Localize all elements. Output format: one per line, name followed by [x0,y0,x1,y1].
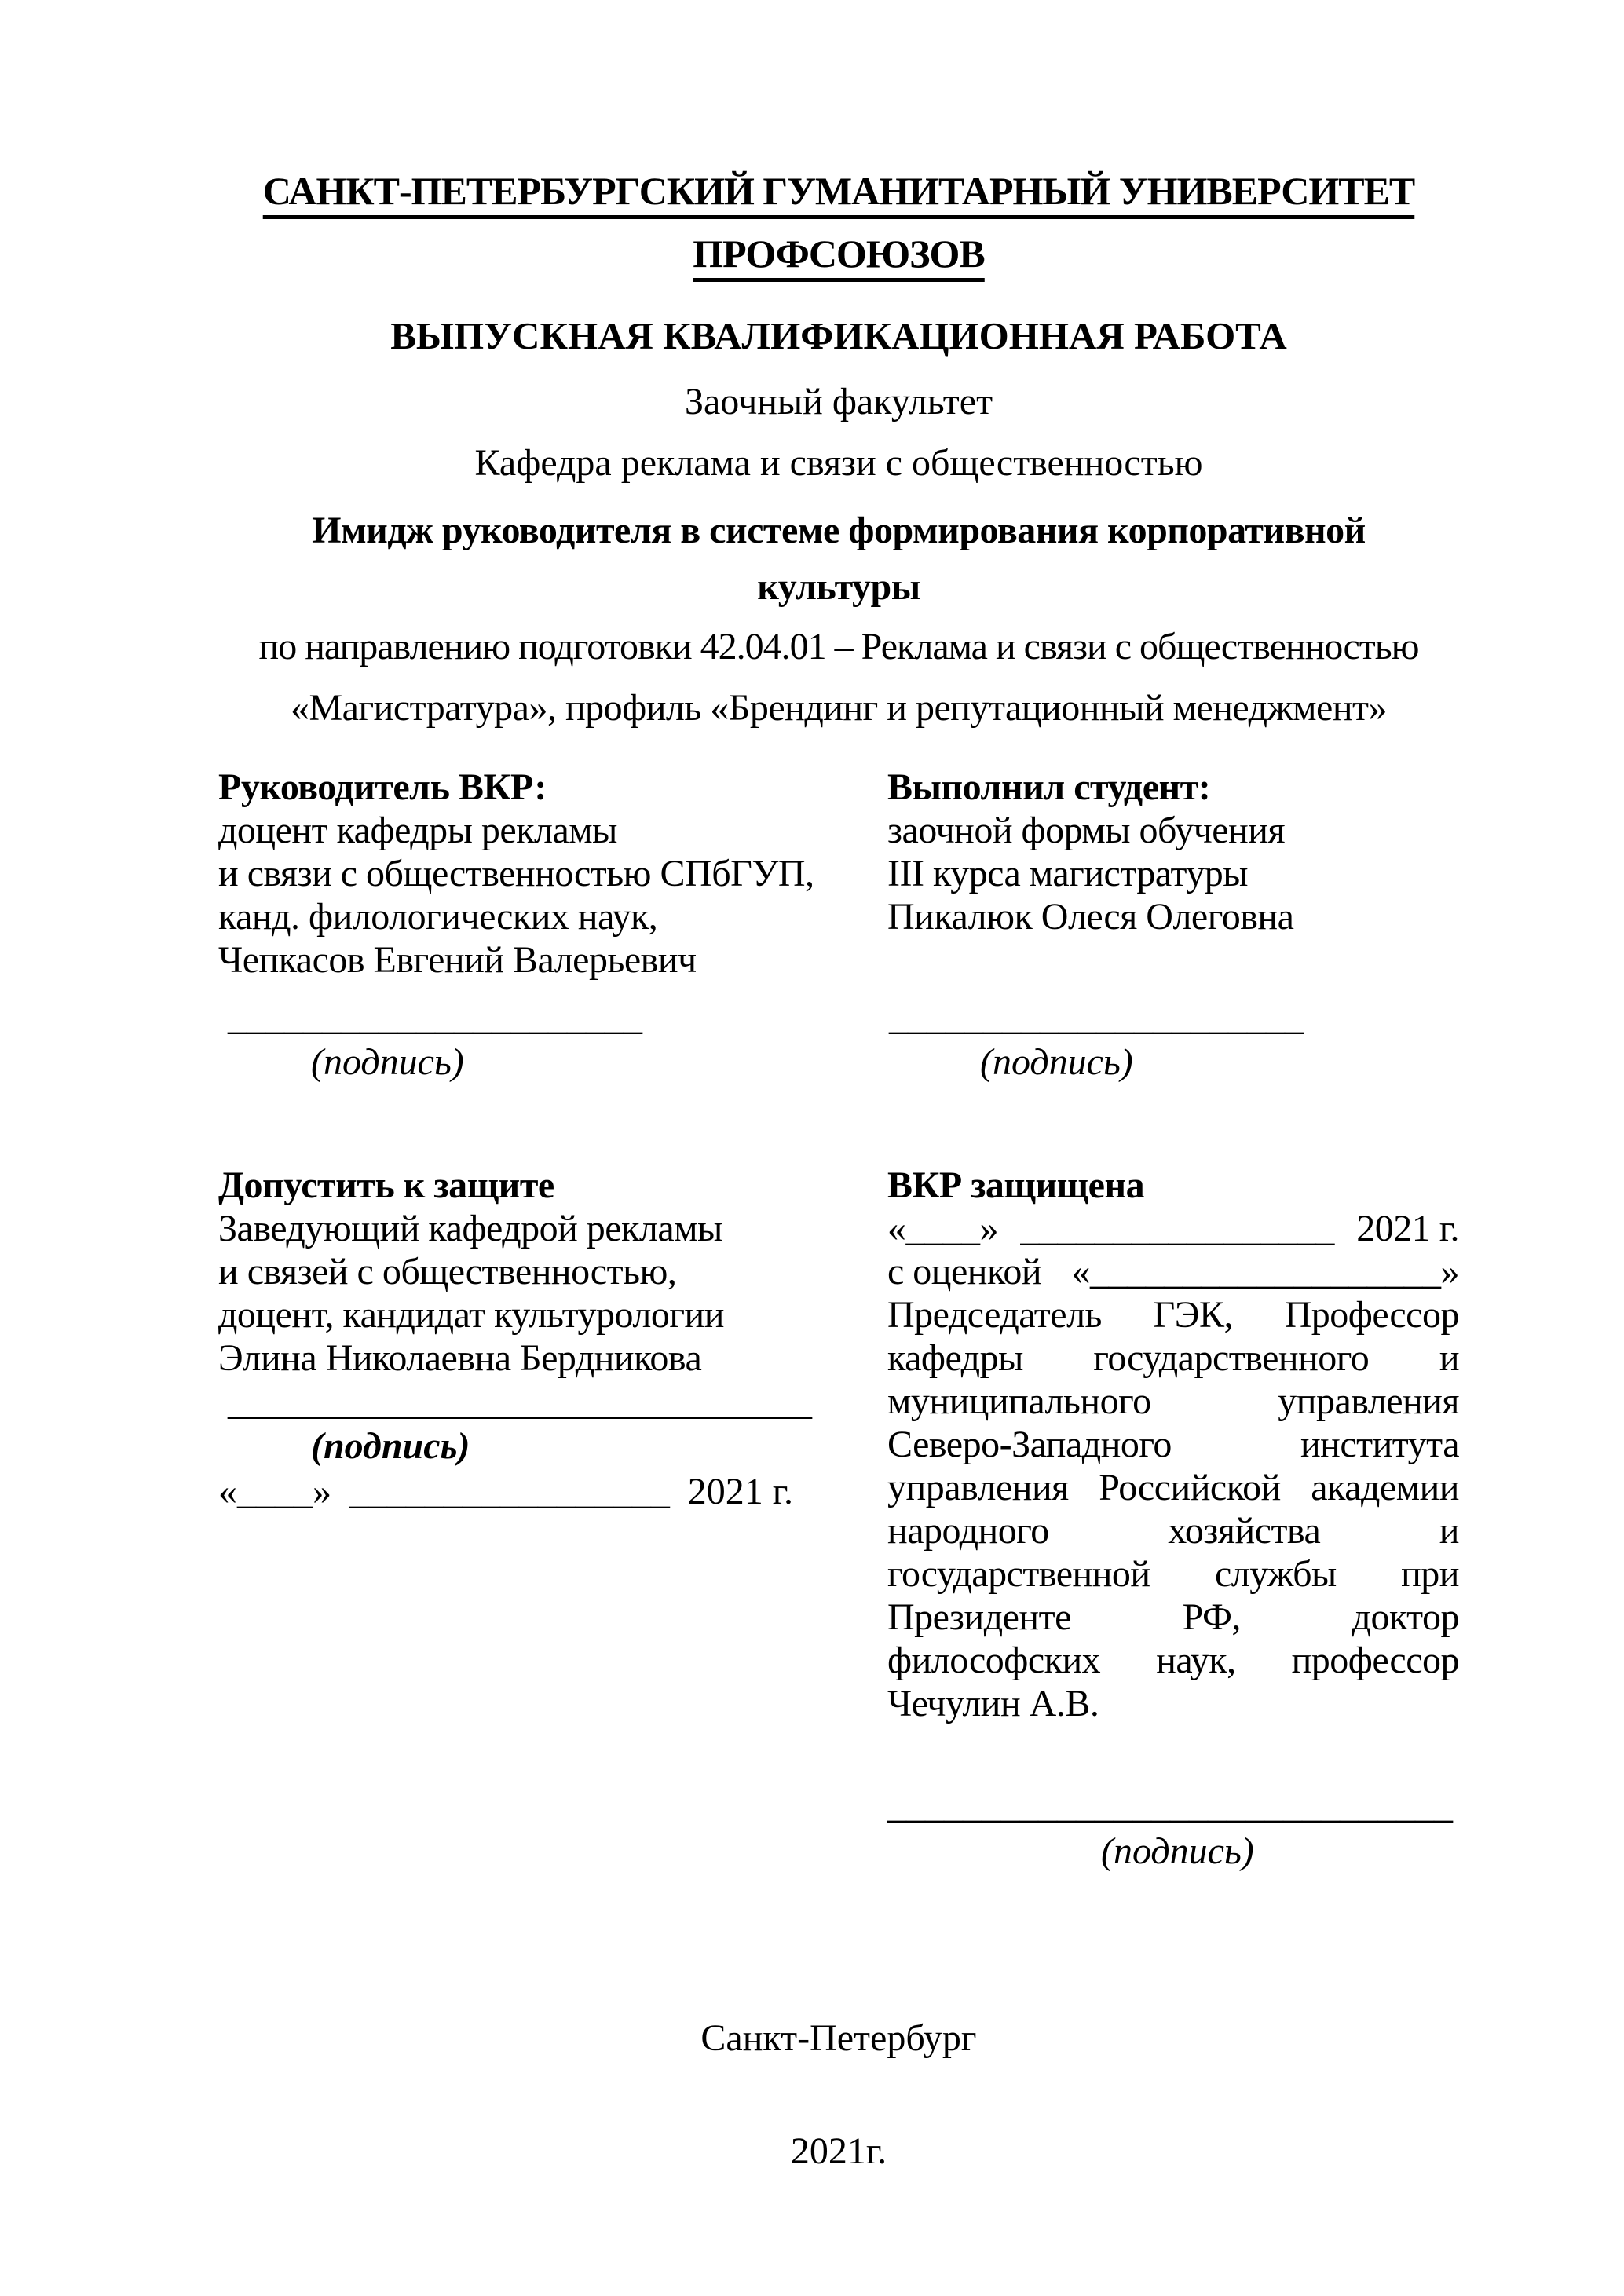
word: академии [1311,1467,1459,1508]
word: при [1401,1553,1459,1595]
word: государственного [1093,1337,1370,1379]
word: института [1300,1424,1459,1465]
text-line: Заведующий кафедрой рекламы [218,1208,722,1249]
justified-line [887,1552,1459,1596]
text-line: канд. филологических наук, [218,896,658,938]
university-name [218,159,1459,285]
defense-block [887,1164,1459,1725]
student-heading: Выполнил студент: [887,766,1211,808]
admission-heading: Допустить к защите [218,1164,554,1206]
defense-chairman-name: Чечулин А.В. [887,1683,1099,1724]
thesis-title-line2: культуры [757,566,920,608]
justified-line [887,1380,1459,1423]
university-name-line1: САНКТ-ПЕТЕРБУРГСКИЙ ГУМАНИТАРНЫЙ УНИВЕРСИТЕТ [262,169,1415,213]
profile-line: «Магистратура», профиль «Брендинг и репутационный менеджмент» [291,687,1387,729]
word: доктор [1352,1596,1459,1638]
supervisor-heading: Руководитель ВКР: [218,766,547,808]
admission-date-line [218,1470,793,1513]
word: государственной [887,1553,1150,1595]
justified-line [887,1509,1459,1552]
word: народного [887,1510,1049,1552]
university-name-line2: ПРОФСОЮЗОВ [693,232,985,276]
word: кафедры [887,1337,1023,1379]
word: службы [1214,1553,1337,1595]
text-line: Пикалюк Олеся Олеговна [887,896,1294,938]
word: и [1439,1337,1459,1379]
word: хозяйства [1168,1510,1321,1552]
fill-in-token: «____» [887,1208,998,1249]
fill-in-token: с оценкой [887,1251,1042,1292]
supervisor-block [218,766,858,982]
defense-grade-line [887,1250,1459,1293]
word: муниципального [887,1380,1151,1422]
thesis-title [218,503,1459,616]
justified-line [887,1466,1459,1509]
fill-in-token: 2021 г. [687,1471,793,1512]
text-line: доцент кафедры рекламы [218,810,617,851]
text-line: Чепкасов Евгений Валерьевич [218,939,697,981]
word: Председатель [887,1294,1102,1336]
word: философских [887,1640,1101,1681]
footer-city: Санкт-Петербург [700,2017,977,2059]
student-block [887,766,1459,938]
fill-in-token: «___________________» [1071,1251,1459,1292]
word: Северо-Западного [887,1424,1172,1465]
defense-signature-line: ______________________________ [887,1785,1453,1826]
admission-block [218,1164,858,1380]
supervisor-signature-caption: (подпись) [311,1041,464,1083]
text-line: Элина Николаевна Бердникова [218,1337,702,1379]
footer-year: 2021г. [790,2130,887,2172]
word: ГЭК, [1153,1294,1233,1336]
word: РФ, [1182,1596,1241,1638]
faculty-line: Заочный факультет [684,381,993,422]
word: управления [1278,1380,1459,1422]
defense-signature-caption: (подпись) [1101,1830,1254,1872]
student-lines [887,809,1459,938]
fill-in-token: _________________ [1020,1208,1334,1249]
student-signature-caption: (подпись) [980,1041,1133,1083]
program-line: по направлению подготовки 42.04.01 – Реклама и связи с общественностью [258,626,1419,667]
word: наук, [1156,1640,1236,1681]
fill-in-token: 2021 г. [1356,1208,1459,1249]
defense-heading: ВКР защищена [887,1164,1145,1206]
defense-chairman-paragraph [887,1293,1459,1682]
admission-lines [218,1207,858,1380]
defense-date-line [887,1207,1459,1250]
text-line: и связи с общественностью СПбГУП, [218,853,814,894]
text-line: III курса магистратуры [887,853,1249,894]
work-type-heading: ВЫПУСКНАЯ КВАЛИФИКАЦИОННАЯ РАБОТА [390,314,1287,357]
justified-line [887,1293,1459,1336]
word: профессор [1291,1640,1459,1681]
word: Профессор [1284,1294,1459,1336]
justified-line [887,1423,1459,1466]
admission-signature-caption: (подпись) [311,1425,470,1467]
supervisor-signature-line: ______________________ [228,996,642,1038]
admission-signature-line: _______________________________ [228,1381,812,1423]
text-line: доцент, кандидат культурологии [218,1294,724,1336]
word: Российской [1099,1467,1281,1508]
word: и [1439,1510,1459,1552]
word: Президенте [887,1596,1071,1638]
department-line: Кафедра реклама и связи с общественностью [474,442,1203,484]
justified-line [887,1639,1459,1682]
text-line: и связей с общественностью, [218,1251,677,1292]
thesis-title-line1: Имидж руководителя в системе формирования корпоративной [312,510,1366,551]
text-line: заочной формы обучения [887,810,1286,851]
word: управления [887,1467,1069,1508]
justified-line [887,1336,1459,1380]
fill-in-token: «____» [218,1471,331,1512]
student-signature-line: ______________________ [889,996,1304,1038]
justified-line [887,1596,1459,1639]
supervisor-lines [218,809,858,982]
fill-in-token: _________________ [349,1471,670,1512]
